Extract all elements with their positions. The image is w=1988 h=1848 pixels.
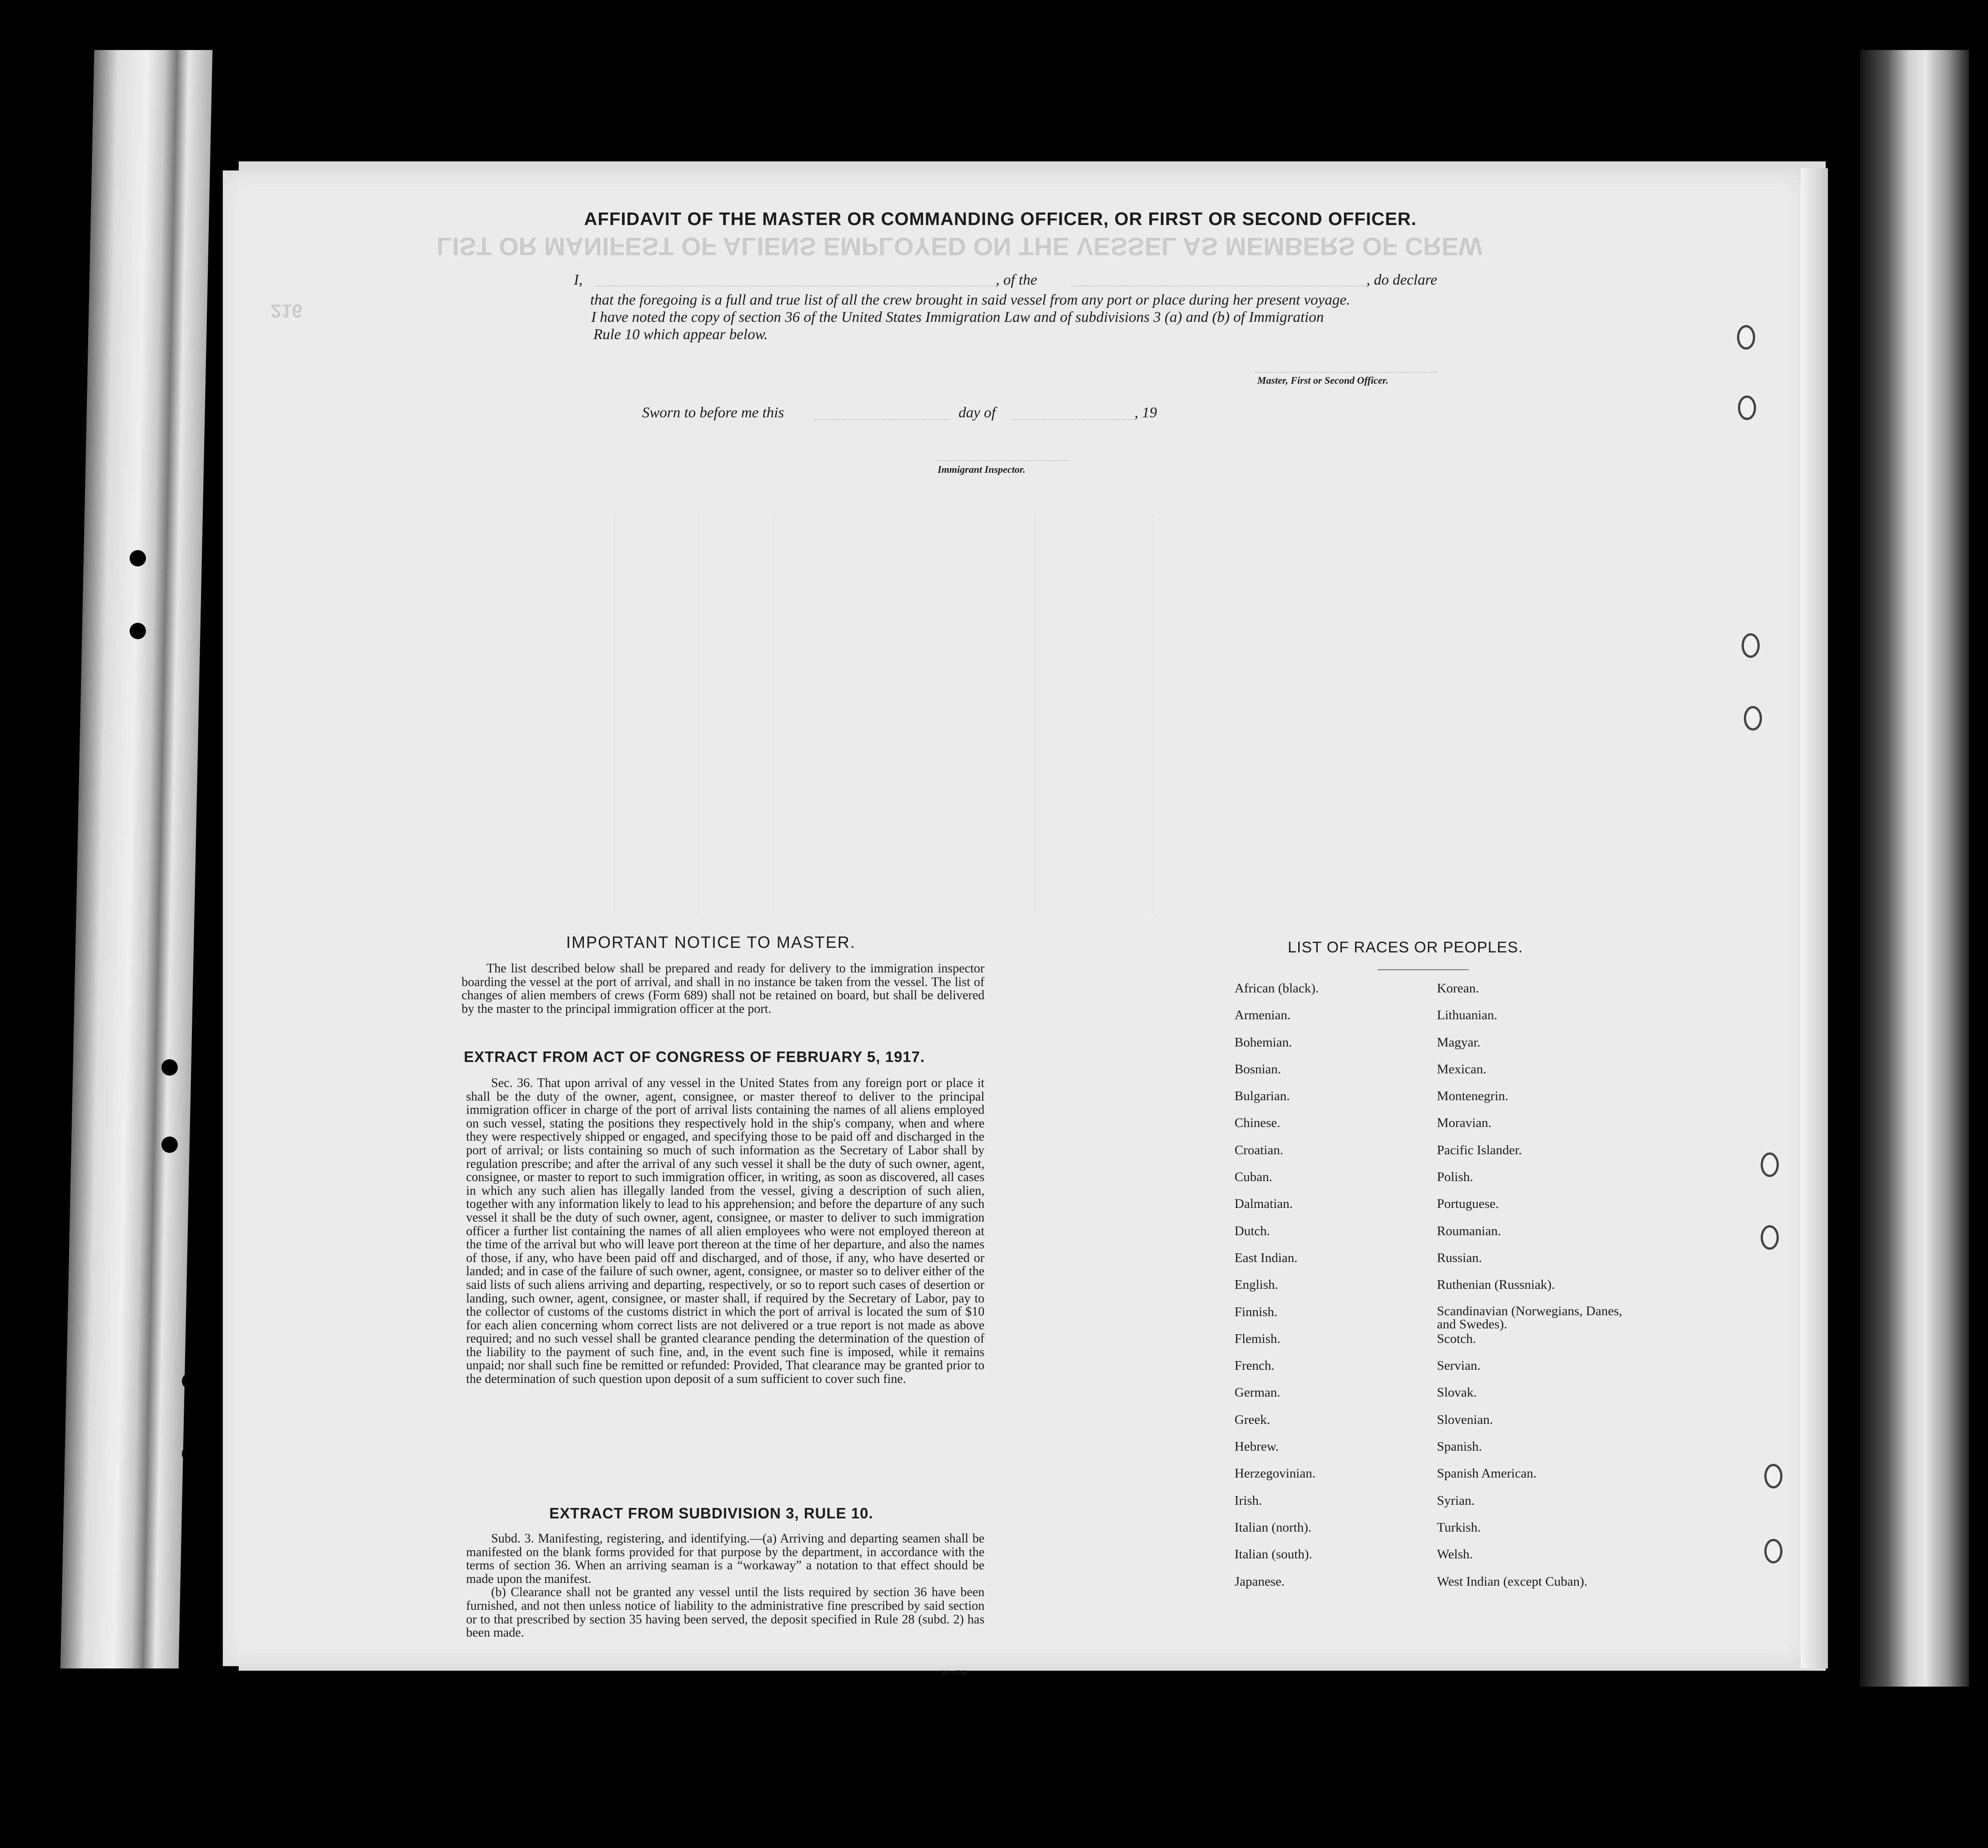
race-item: Montenegrin. xyxy=(1437,1089,1509,1104)
race-item: Croatian. xyxy=(1235,1142,1284,1157)
races-title-rule xyxy=(1378,969,1469,970)
act-extract-title: EXTRACT FROM ACT OF CONGRESS OF FEBRUARY 5, 1917. xyxy=(464,1048,925,1065)
race-item: Lithuanian. xyxy=(1437,1008,1497,1023)
rule-extract-title: EXTRACT FROM SUBDIVISION 3, RULE 10. xyxy=(549,1505,874,1522)
affidavit-name-line xyxy=(596,285,996,286)
affidavit-i: I, xyxy=(574,272,583,288)
race-item: Cuban. xyxy=(1235,1170,1272,1185)
race-item: Turkish. xyxy=(1437,1520,1481,1535)
notice-paragraph: The list described below shall be prepared and ready for delivery to the immigration inspector boarding the vessel at the port of arrival, and shall in no instance be taken from the vessel. The list of changes of alien members of crews (Form 689) shall not be retained on board, but shall be delivered by the master to the principal immigration officer at the port. xyxy=(462,962,984,1016)
affidavit-line-4: Rule 10 which appear below. xyxy=(593,326,768,343)
binder-hole xyxy=(182,1373,198,1389)
race-item: German. xyxy=(1235,1385,1280,1400)
punch-hole-ring xyxy=(1764,1539,1782,1563)
master-signature-line xyxy=(1255,372,1437,373)
race-item: Portuguese. xyxy=(1437,1197,1499,1212)
affidavit-of-the: , of the xyxy=(996,272,1037,288)
affidavit-vessel-line xyxy=(1071,285,1366,286)
race-item: Syrian. xyxy=(1437,1493,1475,1508)
races-left-column xyxy=(1235,981,1319,1601)
race-item: French. xyxy=(1235,1358,1275,1373)
race-item: West Indian (except Cuban). xyxy=(1437,1574,1588,1589)
binder-right-edge xyxy=(1860,50,1969,1687)
race-item: Roumanian. xyxy=(1437,1223,1501,1238)
race-item: Korean. xyxy=(1437,981,1479,996)
binder-hole xyxy=(161,1137,178,1153)
sworn-text: Sworn to before me this xyxy=(642,405,784,421)
binder-left-edge xyxy=(60,50,213,1668)
sworn-month-line xyxy=(1012,419,1135,420)
race-item: East Indian. xyxy=(1235,1250,1298,1265)
binder-hole xyxy=(161,1059,178,1076)
race-item: Polish. xyxy=(1437,1170,1473,1185)
race-item: Armenian. xyxy=(1235,1008,1291,1023)
inspector-signature-line xyxy=(937,460,1069,461)
race-item: Mexican. xyxy=(1437,1062,1486,1077)
race-item: Irish. xyxy=(1235,1493,1262,1508)
race-item: Bosnian. xyxy=(1235,1062,1281,1077)
race-item: Dutch. xyxy=(1235,1223,1270,1238)
affidavit-title: AFFIDAVIT OF THE MASTER OR COMMANDING OFFICER, OR FIRST OR SECOND OFFICER. xyxy=(584,209,1417,229)
race-item: Scotch. xyxy=(1437,1331,1476,1346)
binder-hole xyxy=(130,550,146,566)
race-item: Finnish. xyxy=(1235,1304,1278,1319)
bleedthrough-rule xyxy=(1034,514,1035,914)
race-item: Pacific Islander. xyxy=(1437,1142,1522,1157)
race-item: Italian (south). xyxy=(1235,1547,1312,1562)
punch-hole-ring xyxy=(1761,1152,1779,1177)
race-item: Italian (north). xyxy=(1235,1520,1312,1535)
affidavit-do-declare: , do declare xyxy=(1366,272,1437,288)
bleedthrough-header: LIST OR MANIFEST OF ALIENS EMPLOYED ON THE VESSEL AS MEMBERS OF CREW xyxy=(437,232,1483,261)
year-text: , 19 xyxy=(1135,405,1157,421)
punch-hole-ring xyxy=(1744,706,1762,731)
notice-title: IMPORTANT NOTICE TO MASTER. xyxy=(566,933,856,952)
punch-hole-ring xyxy=(1737,325,1755,350)
rule-extract-text xyxy=(466,1532,984,1640)
race-item: Slovenian. xyxy=(1437,1412,1493,1427)
page-right-edge xyxy=(1801,168,1828,1668)
binder-hole xyxy=(130,623,146,639)
race-item: Bohemian. xyxy=(1235,1035,1292,1050)
act-extract-text xyxy=(466,1077,984,1386)
punch-hole-ring xyxy=(1742,633,1760,658)
race-item: English. xyxy=(1235,1277,1278,1292)
section-36-paragraph: Sec. 36. That upon arrival of any vessel in the United States from any foreign port or place it shall be the duty of the owner, agent, consignee, or master thereof to deliver to the principal immigration officer in charge of the port of arrival lists containing the names of all aliens employed on such vessel, stating the positions they respectively hold in the ship's company, when and where they were respectively shipped or engaged, and specifying those to be paid off and discharged in the port of arrival; or lists containing so much of such information as the Secretary of Labor shall by regulation prescribe; and after the arrival of any such vessel it shall be the duty of such owner, agent, consignee, or master to report to such immigration officer, in writing, as soon as discovered, all cases in which any such alien has illegally landed from the vessel, giving a description of such alien, together with any information likely to lead to his apprehension; and before the departure of any such vessel it shall be the duty of such owner, agent, consignee, or master to deliver to such immigration officer a further list containing the names of all alien employees who were not employed thereon at the time of the arrival but who will leave port thereon at the time of her departure, and also the names of those, if any, who have been paid off and discharged, and of those, if any, who have deserted or landed; and in case of the failure of such owner, agent, consignee, or master so to deliver either of the said lists of such aliens arriving and departing, respectively, or so to report such cases of desertion or landing, such owner, agent, consignee, or master shall, if required by the Secretary of Labor, pay to the collector of customs of the customs district in which the port of arrival is located the sum of $10 for each alien concerning whom correct lists are not delivered or a true report is not made as above required; and no such vessel shall be granted clearance pending the determination of the question of the liability to the payment of such fine, and, in the event such fine is imposed, while it remains unpaid; nor shall such fine be remitted or refunded: Provided, That clearance may be granted prior to the determination of such question upon deposit of a sum sufficient to cover such fine. xyxy=(466,1076,984,1387)
inspector-caption: Immigrant Inspector. xyxy=(938,464,1026,475)
punch-hole-ring xyxy=(1738,396,1756,420)
punch-hole-ring xyxy=(1764,1464,1782,1488)
master-caption: Master, First or Second Officer. xyxy=(1257,375,1389,386)
race-item: Moravian. xyxy=(1437,1116,1491,1131)
subdivision-b-paragraph: (b) Clearance shall not be granted any vessel until the lists required by section 36 have been furnished, and not then unless notice of liability to the administrative fine prescribed by said section or to that prescribed by section 35 having been served, the deposit specified in Rule 28 (subd. 2) has been made. xyxy=(466,1585,984,1640)
races-right-column xyxy=(1437,981,1628,1601)
affidavit-line-2: that the foregoing is a full and true list of all the crew brought in said vessel from any port or place during her present voyage. xyxy=(590,292,1350,308)
race-item: Slovak. xyxy=(1437,1385,1477,1400)
punch-hole-ring xyxy=(1761,1225,1779,1250)
race-item: Spanish. xyxy=(1437,1439,1482,1454)
binder-hole xyxy=(182,1446,198,1462)
bleedthrough-rule xyxy=(1153,514,1154,914)
race-item: Hebrew. xyxy=(1235,1439,1279,1454)
race-item: Scandinavian (Norwegians, Danes, and Swedes). xyxy=(1437,1303,1622,1332)
race-item: Japanese. xyxy=(1235,1574,1285,1589)
race-item: African (black). xyxy=(1235,981,1319,996)
race-item: Ruthenian (Russniak). xyxy=(1437,1277,1555,1292)
bleedthrough-rule xyxy=(614,514,615,914)
sworn-day-line xyxy=(814,419,950,420)
race-item: Welsh. xyxy=(1437,1547,1473,1562)
race-item: Russian. xyxy=(1437,1250,1482,1265)
race-item: Dalmatian. xyxy=(1235,1197,1293,1212)
day-of-text: day of xyxy=(959,405,996,421)
race-item: Magyar. xyxy=(1437,1035,1481,1050)
subdivision-a-paragraph: Subd. 3. Manifesting, registering, and identifying.—(a) Arriving and departing seamen shall be manifested on the blank forms provided for that purpose by the department, in accordance with the terms of section 36. When an arriving seaman is a “workaway” a notation to that effect should be made upon the manifest. xyxy=(466,1532,984,1586)
notice-text xyxy=(462,962,984,1016)
race-item: Greek. xyxy=(1235,1412,1270,1427)
form-number: 14—1240 xyxy=(941,1669,967,1676)
race-item: Bulgarian. xyxy=(1235,1089,1290,1104)
race-item: Spanish American. xyxy=(1437,1466,1537,1481)
bleedthrough-rule xyxy=(773,514,774,914)
bleedthrough-rule xyxy=(698,514,699,914)
race-item: Servian. xyxy=(1437,1358,1481,1373)
race-item: Herzegovinian. xyxy=(1235,1466,1315,1481)
affidavit-line-3: I have noted the copy of section 36 of the United States Immigration Law and of subdivisions 3 (a) and (b) of Immigration xyxy=(591,309,1324,326)
race-item: Chinese. xyxy=(1235,1116,1280,1131)
bleedthrough-page-number: 216 xyxy=(271,300,303,322)
race-item: Flemish. xyxy=(1235,1331,1280,1346)
races-title: LIST OF RACES OR PEOPLES. xyxy=(1288,939,1523,956)
